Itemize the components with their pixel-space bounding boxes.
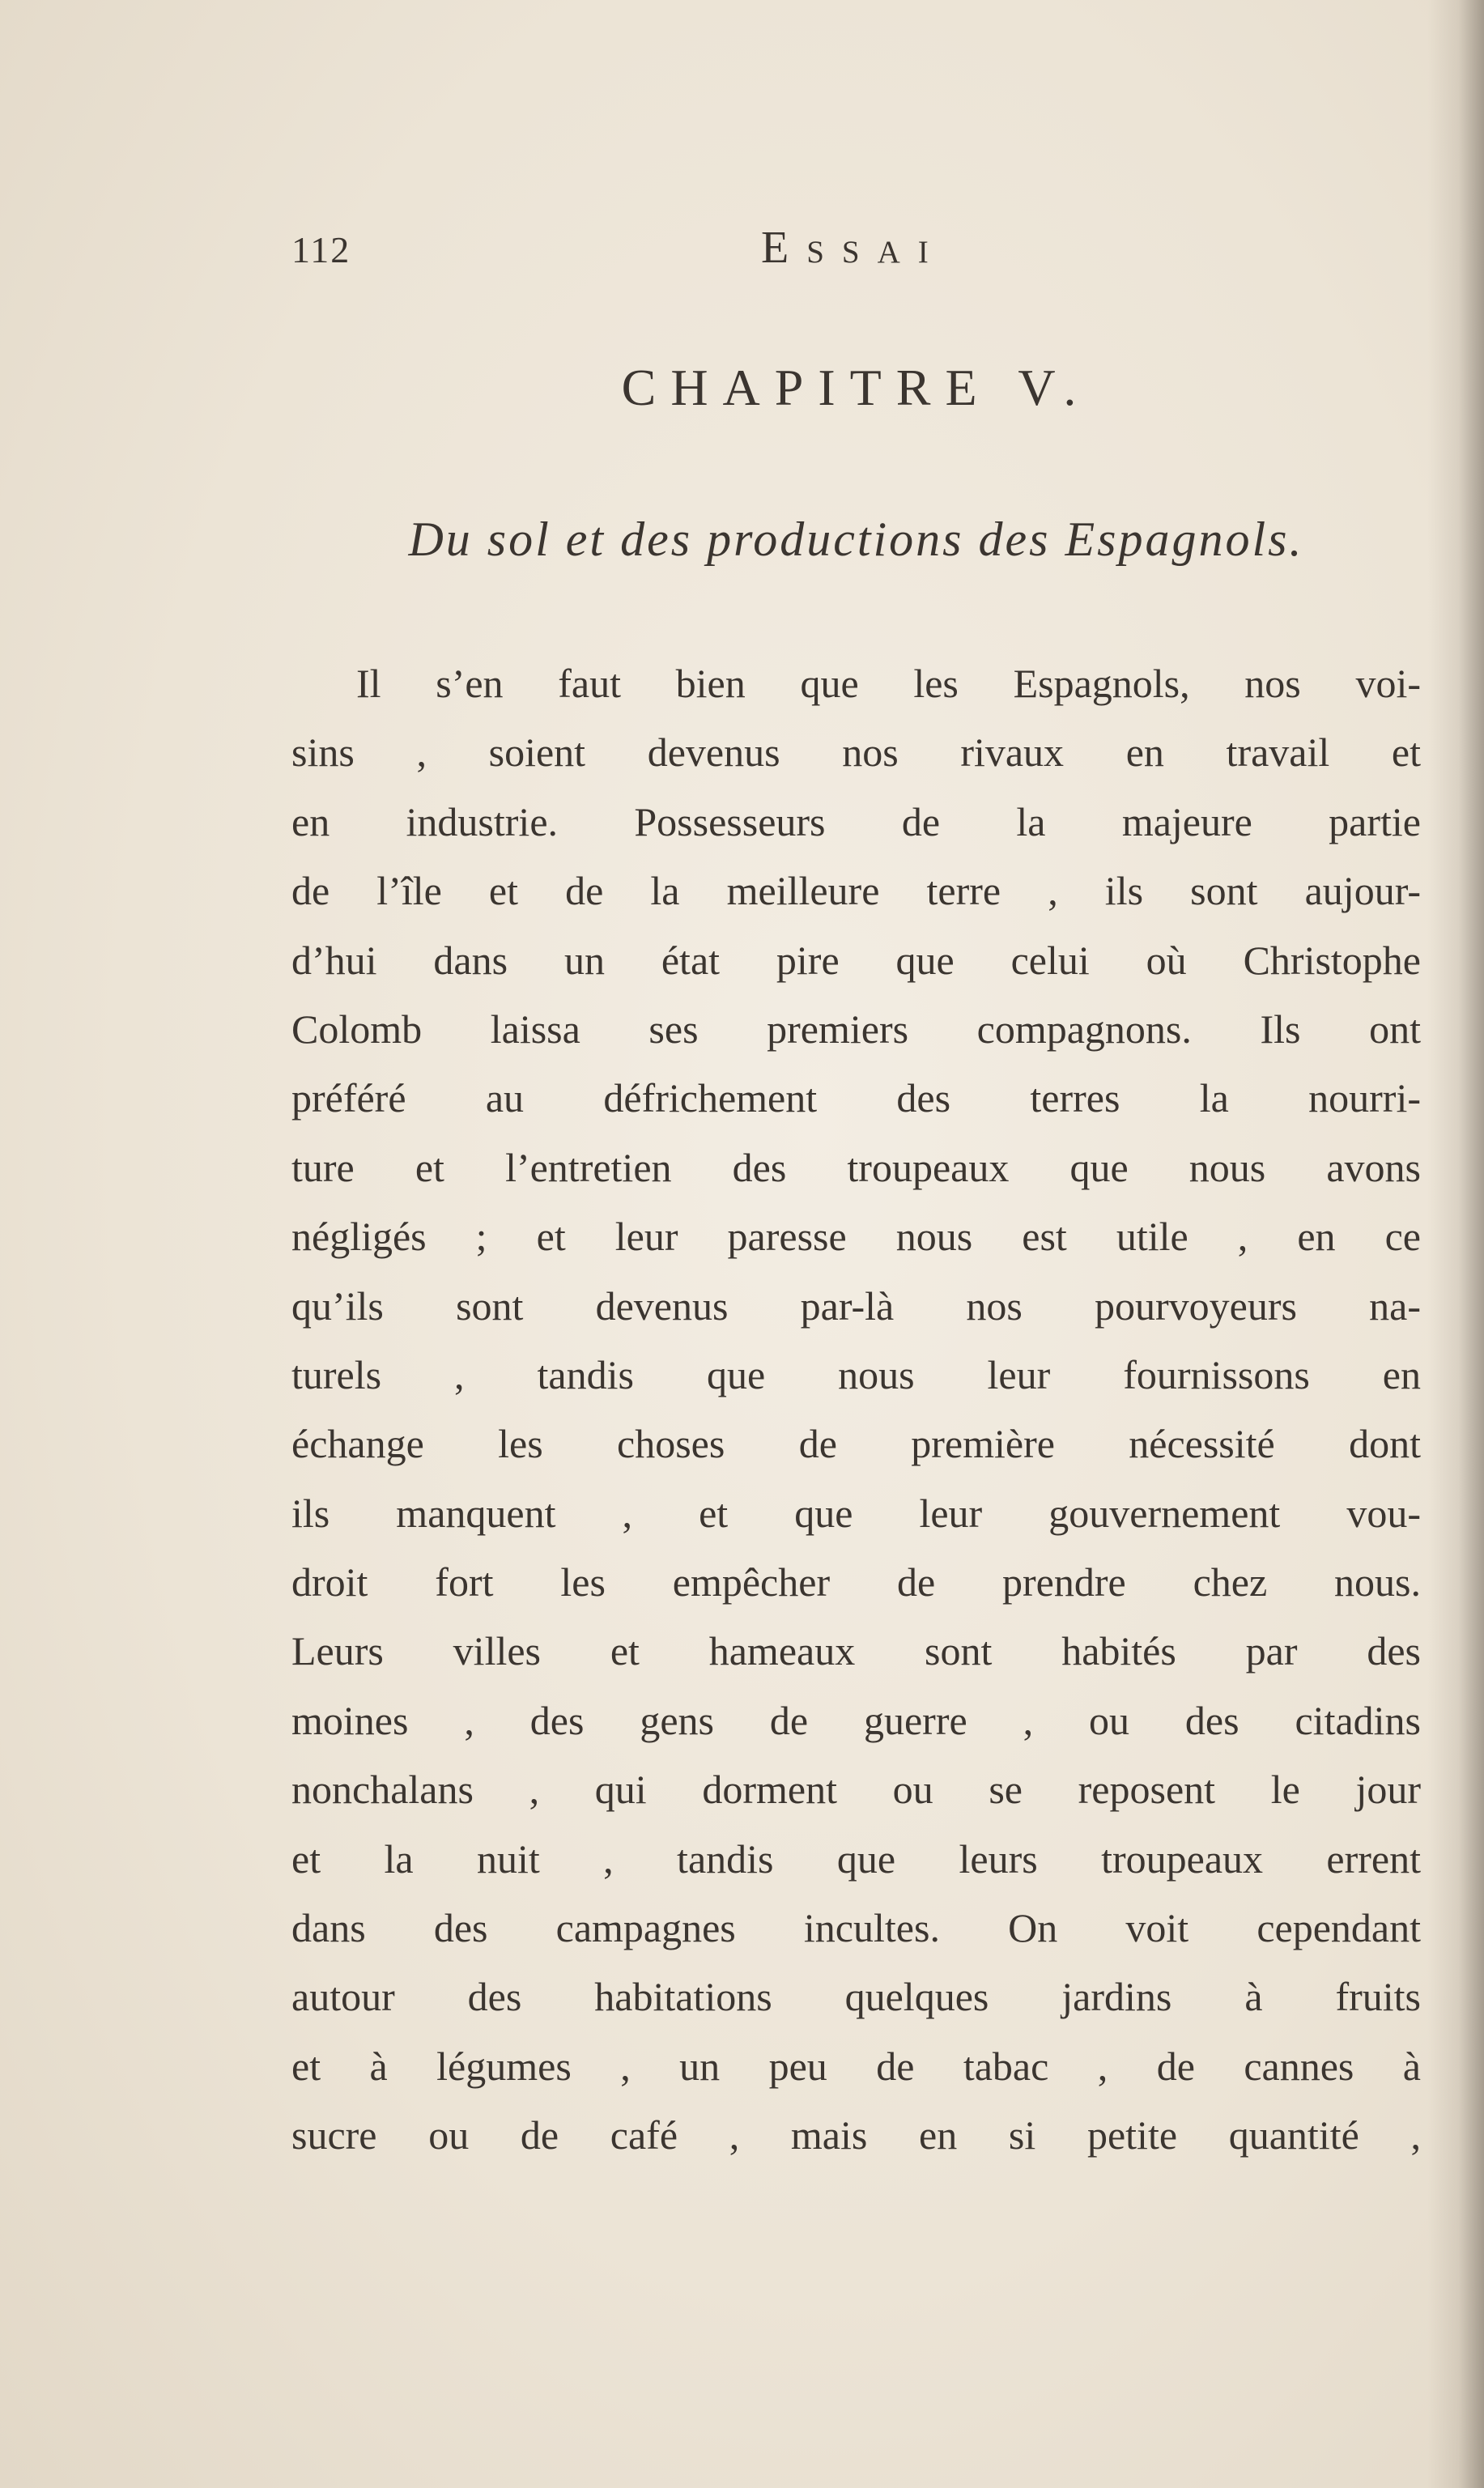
text-line: dans des campagnes incultes. On voit cependant — [291, 1905, 1421, 1951]
text-line: Leurs villes et hameaux sont habités par des — [291, 1628, 1421, 1674]
text-line: droit fort les empêcher de prendre chez nous. — [291, 1559, 1421, 1606]
text-line: et la nuit , tandis que leurs troupeaux errent — [291, 1835, 1421, 1882]
text-line: Colomb laissa ses premiers compagnons. Ils ont — [291, 1006, 1421, 1052]
body-text — [291, 649, 1421, 2171]
text-line: de l’île et de la meilleure terre , ils sont aujour- — [291, 868, 1421, 914]
text-line: sins , soient devenus nos rivaux en travail et — [291, 729, 1421, 776]
page-number: 112 — [291, 229, 351, 270]
text-line: en industrie. Possesseurs de la majeure partie — [291, 798, 1421, 844]
text-line: qu’ils sont devenus par-là nos pourvoyeurs na- — [291, 1282, 1421, 1329]
text-line: échange les choses de première nécessité dont — [291, 1421, 1421, 1467]
text-line: turels , tandis que nous leur fournissons en — [291, 1351, 1421, 1397]
page-gutter-shadow — [1427, 0, 1484, 2488]
text-line: négligés ; et leur paresse nous est utile , en ce — [291, 1214, 1421, 1260]
text-line: ils manquent , et que leur gouvernement vou- — [291, 1490, 1421, 1536]
text-line: autour des habitations quelques jardins à fruits — [291, 1974, 1421, 2020]
page-header — [291, 223, 1421, 293]
text-line: Il s’en faut bien que les Espagnols, nos voi- — [356, 661, 1421, 706]
text-line: d’hui dans un état pire que celui où Christophe — [291, 937, 1421, 983]
text-line: ture et l’entretien des troupeaux que nous avons — [291, 1144, 1421, 1190]
running-head: Essai — [761, 223, 946, 273]
text-line: nonchalans , qui dorment ou se reposent le jour — [291, 1767, 1421, 1813]
chapter-title: CHAPITRE V. — [621, 359, 1091, 416]
text-line: sucre ou de café , mais en si petite quantité , — [291, 2112, 1421, 2158]
chapter-subtitle: Du sol et des productions des Espagnols. — [408, 512, 1304, 566]
text-line: et à légumes , un peu de tabac , de cannes à — [291, 2043, 1421, 2089]
text-line: préféré au défrichement des terres la nourri- — [291, 1075, 1421, 1121]
text-line: moines , des gens de guerre , ou des citadins — [291, 1697, 1421, 1743]
